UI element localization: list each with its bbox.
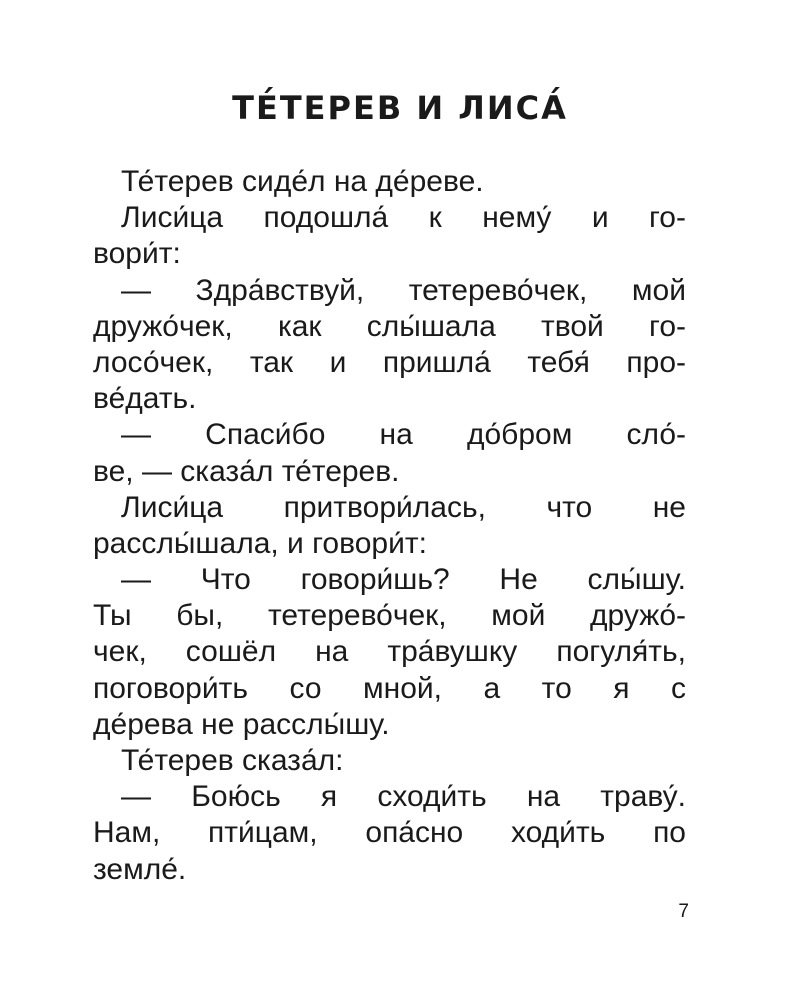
text-line: Те́терев сказа́л: (121, 744, 344, 777)
text-line: поговори́ть со мной, а то я с (93, 671, 686, 705)
text-line: де́рева не расслы́шу. (93, 707, 390, 741)
text-line: — Спаси́бо на до́бром сло́- (121, 418, 686, 452)
text-line: вори́т: (93, 237, 181, 271)
text-line: чек, сошёл на тра́вушку погуля́ть, (93, 635, 686, 669)
text-line: Лиси́ца подошла́ к нему́ и го- (121, 201, 686, 235)
text-line: земле́. (93, 852, 187, 886)
text-line: Лиси́ца притвори́лась, что не (121, 490, 686, 524)
text-line: лосо́чек, так и пришла́ тебя́ про- (93, 345, 686, 379)
story-text (93, 164, 686, 888)
text-line: — Здра́вствуй, тетерево́чек, мой (121, 273, 686, 307)
text-line: Те́терев сиде́л на де́реве. (121, 165, 484, 198)
text-line: Нам, пти́цам, опа́сно ходи́ть по (93, 816, 686, 850)
text-line: дружо́чек, как слы́шала твой го- (93, 309, 686, 343)
text-line: расслы́шала, и говори́т: (93, 526, 427, 560)
text-line: ве́дать. (93, 382, 197, 416)
text-line: Ты бы, тетерево́чек, мой дружо́- (93, 599, 686, 633)
text-line: — Что говори́шь? Не слы́шу. (121, 563, 686, 597)
text-line: ве, — сказа́л те́терев. (93, 454, 400, 488)
page-number: 7 (678, 901, 689, 922)
text-line: — Бою́сь я сходи́ть на траву́. (121, 780, 686, 814)
story-title: ТЕ́ТЕРЕВ И ЛИСА́ (232, 89, 568, 127)
